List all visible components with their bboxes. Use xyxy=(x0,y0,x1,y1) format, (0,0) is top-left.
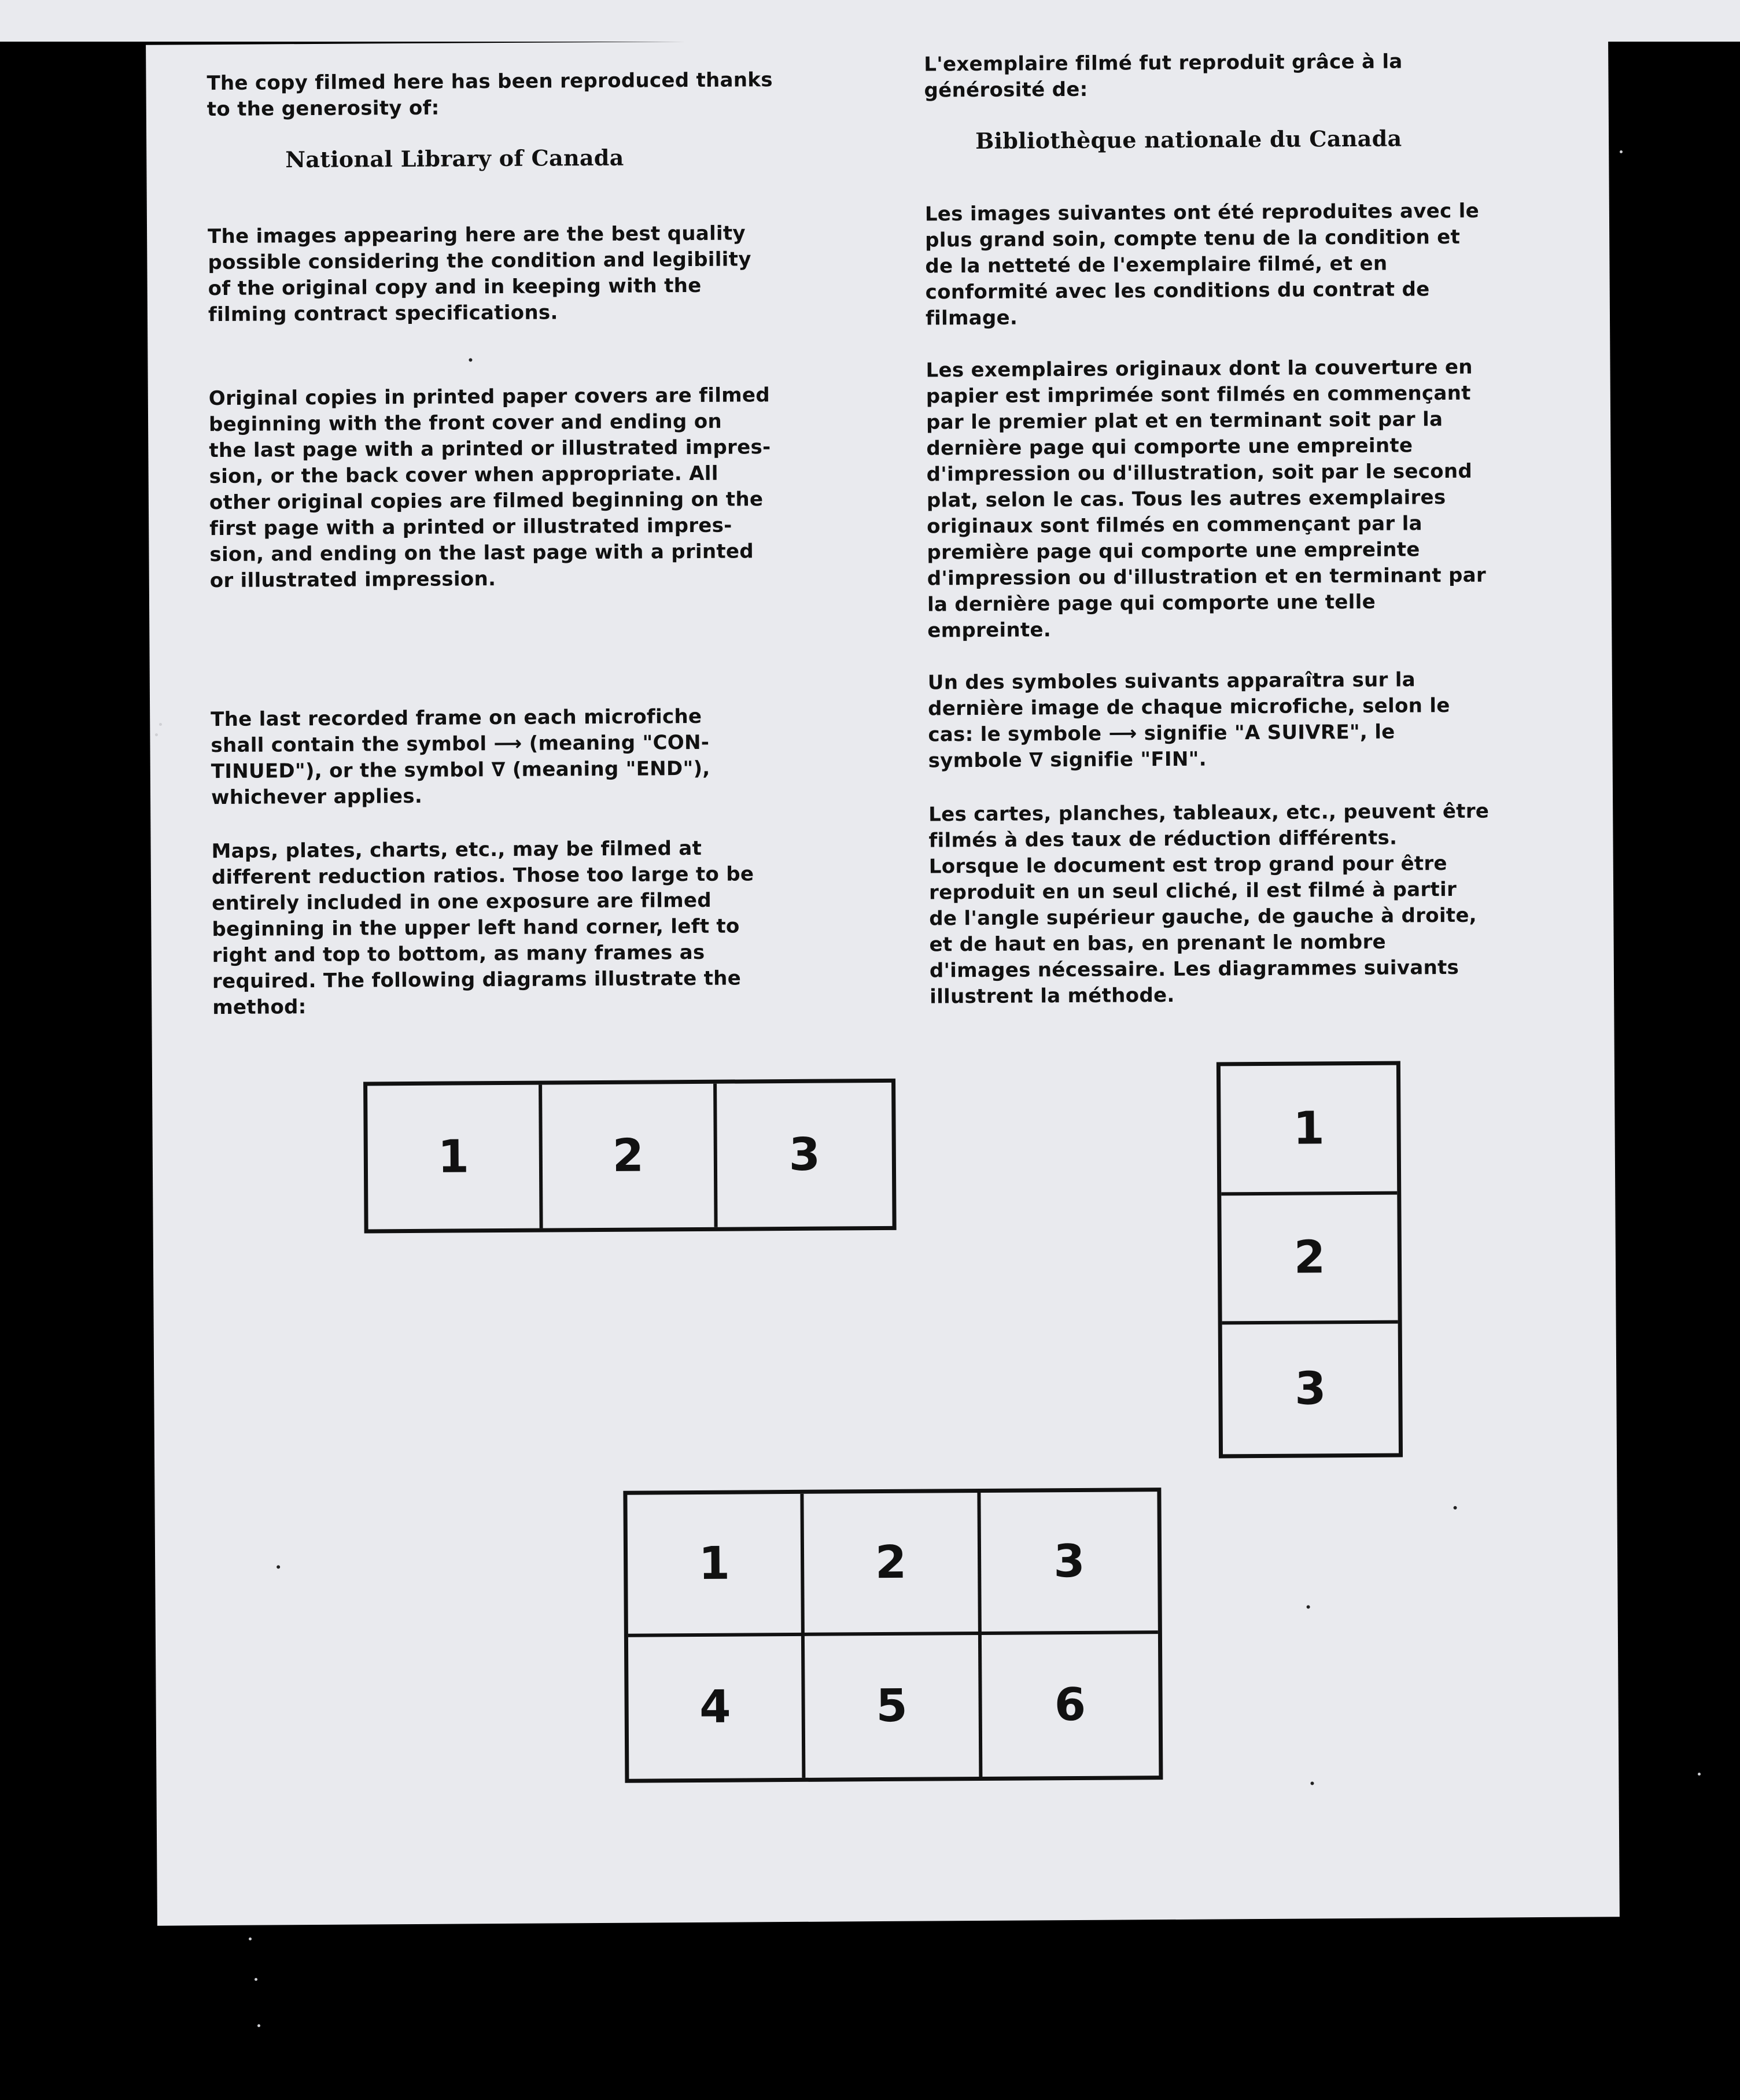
horizontal-frame-diagram xyxy=(363,1079,897,1234)
frame-cell: 3 xyxy=(788,1128,821,1181)
english-notice-column xyxy=(207,67,825,1021)
film-strip-top xyxy=(0,0,1740,42)
french-reduction-note: Les cartes, planches, tableaux, etc., peuvent être filmés à des taux de réduction différents. Lorsque le document est trop grand pour être reproduit en un seul cliché, il est filmé à partir de l'angle supérieur gauche, de gauche à droite, et de haut en bas, en prenant le nombre d'images nécessaire. Les diagrammes suivants illustrent la méthode. xyxy=(928,799,1490,1009)
english-intro: The copy filmed here has been reproduced thanks to the generosity of: xyxy=(207,68,773,121)
french-notice-column xyxy=(924,48,1566,1010)
dust-speck xyxy=(277,1565,280,1568)
english-filming-order-note: Original copies in printed paper covers are filmed beginning with the front cover and ending on the last page with a printed or illustrated impres- sion, or the back cover when appropriate. All other original copies are filmed beginning on the first page with a printed or illustrated impres- sion, and ending on the last page with a printed or illustrated impression. xyxy=(208,383,771,593)
frame-cell: 4 xyxy=(628,1636,806,1778)
french-filming-order-note: Les exemplaires originaux dont la couverture en papier est imprimée sont filmés en commençant par le premier plat et en terminant soit par la dernière page qui comporte une empreinte d'impression ou d'illustration, soit par le second plat, selon le cas. Tous les autres exemplaires originaux sont filmés en commençant par la première page qui comporte une empreinte d'impression ou d'illustration et en terminant par la dernière page qui comporte une telle empreinte. xyxy=(926,355,1487,643)
vertical-frame-diagram xyxy=(1216,1061,1403,1459)
film-scratch xyxy=(1620,150,1623,153)
frame-cell: 1 xyxy=(627,1494,805,1637)
english-library-name: National Library of Canada xyxy=(285,144,624,173)
french-library-name: Bibliothèque nationale du Canada xyxy=(975,125,1402,154)
french-symbol-note: Un des symboles suivants apparaîtra sur la dernière image de chaque microfiche, selon le cas: le symbole ⟶ signifie "A SUIVRE", le symbole ∇ signifie "FIN". xyxy=(927,668,1450,773)
dust-speck xyxy=(1454,1506,1457,1510)
film-scratch xyxy=(159,723,162,726)
frame-cell: 2 xyxy=(542,1084,718,1228)
frame-cell: 3 xyxy=(980,1492,1158,1634)
grid-frame-diagram xyxy=(623,1488,1163,1783)
english-reduction-note: Maps, plates, charts, etc., may be filmed at different reduction ratios. Those too large to be entirely included in one exposure are filmed beginning in the upper left hand corner, left to right and top to bottom, as many frames as required. The following diagrams illustrate the method: xyxy=(211,836,754,1020)
frame-cell: 1 xyxy=(1221,1065,1397,1196)
film-scratch xyxy=(257,2024,260,2027)
dust-speck xyxy=(469,358,472,361)
english-symbol-note: The last recorded frame on each microfiche shall contain the symbol ⟶ (meaning "CON- TINUED"), or the symbol ∇ (meaning "END"), whichever applies. xyxy=(211,704,710,810)
frame-cell: 2 xyxy=(1221,1194,1398,1325)
film-scratch xyxy=(255,1978,257,1981)
frame-cell: 2 xyxy=(804,1493,982,1636)
frame-cell: 5 xyxy=(805,1634,982,1777)
frame-cell: 6 xyxy=(1054,1679,1086,1732)
frame-cell: 3 xyxy=(1294,1363,1326,1415)
dust-speck xyxy=(1307,1606,1310,1609)
film-scratch xyxy=(155,733,158,736)
film-scratch xyxy=(1698,1773,1701,1776)
film-scratch xyxy=(249,1937,252,1940)
frame-cell: 1 xyxy=(367,1085,543,1230)
english-image-quality-note: The images appearing here are the best quality possible considering the condition and legibility of the original copy and in keeping with the filming contract specifications. xyxy=(207,222,751,327)
dust-speck xyxy=(1310,1781,1314,1785)
french-image-quality-note: Les images suivantes ont été reproduites avec le plus grand soin, compte tenu de la condition et de la netteté de l'exemplaire filmé, et en conformité avec les conditions du contrat de filmage. xyxy=(924,199,1480,330)
french-intro: L'exemplaire filmé fut reproduit grâce à la générosité de: xyxy=(924,50,1403,102)
microfiche-target-page xyxy=(146,36,1620,1925)
